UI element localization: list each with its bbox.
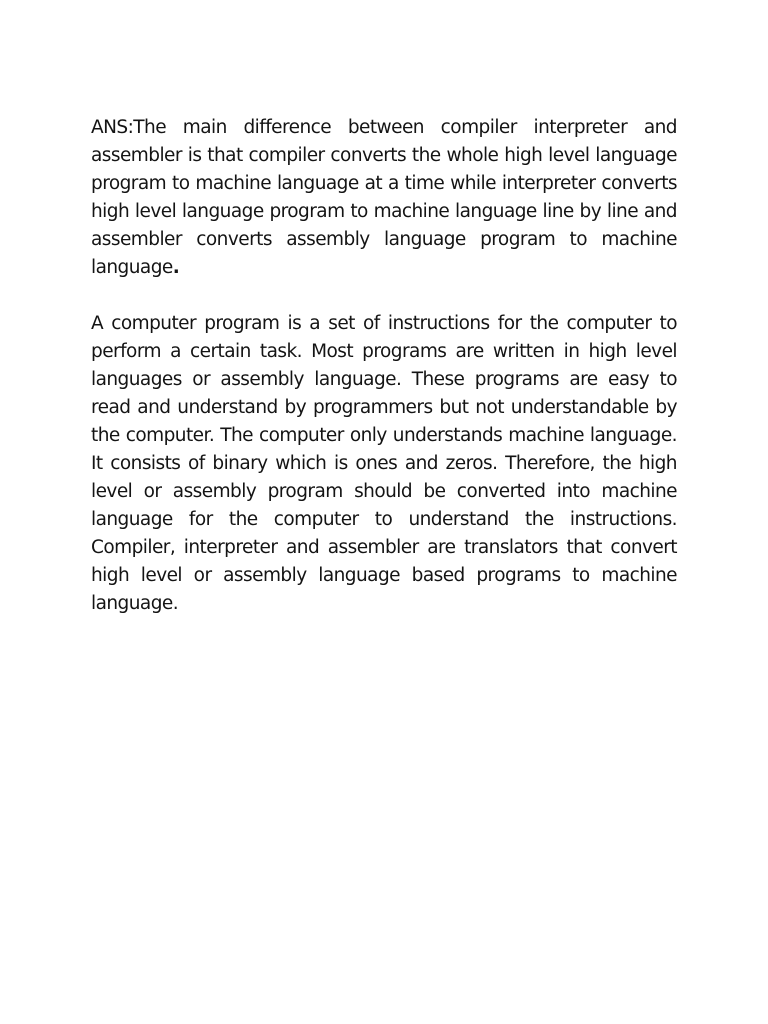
explanation-paragraph [91,310,677,618]
answer-paragraph-text: ANS:The main difference between compiler interpreter and assembler is that compiler converts the whole high level language program to machine language at a time while interpreter converts high level language program to machine language line by line and assembler converts assembly language program to machine language [91,117,677,278]
answer-paragraph [91,114,677,282]
answer-paragraph-bold-period: . [172,257,180,278]
explanation-paragraph-text: A computer program is a set of instructions for the computer to perform a certain task. Most programs are written in high level languages or assembly language. These programs are easy to read and understand by programmers but not understandable by the computer. The computer only understands machine language. It consists of binary which is ones and zeros. Therefore, the high level or assembly program should be converted into machine language for the computer to understand the instructions. Compiler, interpreter and assembler are translators that convert high level or assembly language based programs to machine language. [91,313,677,614]
document-body [91,114,677,618]
